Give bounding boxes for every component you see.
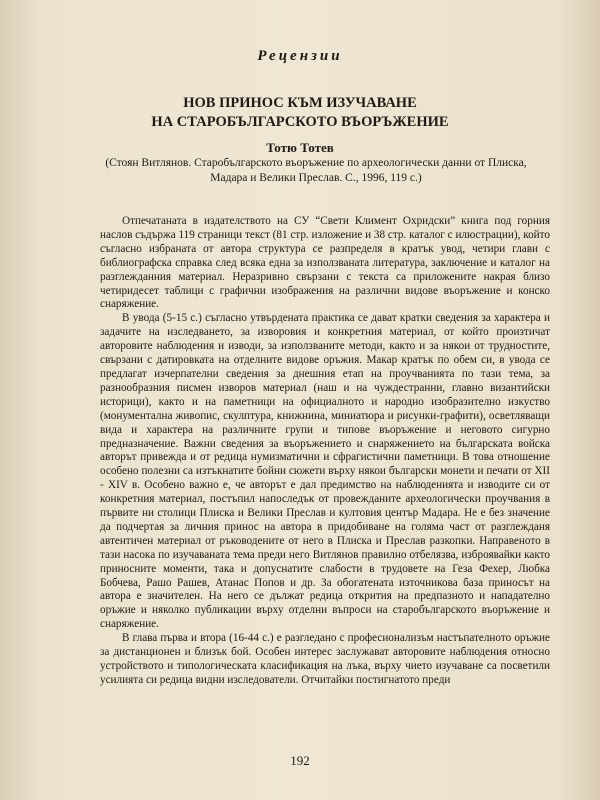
body-paragraph: В увода (5-15 с.) съгласно утвърдената практика се дават кратки сведения за характера и задачите на изследването, за изворовия и конкретния материал, от който произтичат авторовите наблюдения и изводи, за използваните методи, както и за някои от трудностите, свързани с датировката на отделните видове оръжия. Макар кратък по обем си, в увода се предлагат изчерпателни сведения за днешния етап на проучванията по тази тема, за разнообразния писмен изворов материал (наш и на чуждестранни, главно византийски историци), както и на паметници на официалното и народно изобразително изкуство (монументална живопис, скулптура, книжнина, миниатюра и рисунки-графити), осветляващи вида и характера на различните групи и типове въоръжение и неговото сигурно предназначение. Важни сведения за въоръжението и снаряжението на българската войска авторът привежда и от редица нумизматични и сфрагистични паметници. В това отношение особено полезни са изтъкнатите бойни сюжети върху някои български монети и печати от XII - XIV в. Особено важно е, че авторът е дал предимство на наблюденията и изводите си от конкретния материал, постъпил напоследък от провежданите археологически проучвания в първите ни столици Плиска и Велики Преслав и култовия център Мадара. Не е без значение да подчертая за личния принос на автора в придобиване на голяма част от разглежданя автентичен материал от ръководените от него в Плиска и Преслав разкопки. Направеното в тази насока по изучаваната тема преди него Витлянов правилно отбелязва, изброявайки както приносните моменти, така и допуснатите слабости в трудовете на Геза Фехер, Любка Бобчева, Рашо Рашев, Атанас Попов и др. За обогатената източникова база приносът на автора е значителен. На него се дължат редица открития на предпазното и нападателно оръжие и няколко публикации върху отделни въпроси на старобългарското въоръжение и снаряжение. bbox=[100, 312, 550, 631]
body-paragraph: Отпечатаната в издателството на СУ “Свети Климент Охридски” книга под горния наслов съдържа 119 страници текст (81 стр. изложение и 38 стр. каталог с илюстрации), който съгласно избраната от автора структура се разпределя в кратък увод, четири глави с библиографска справка след всяка една за използваната литература, заключение и каталог на разглежданния материал. Неразривно свързани с текста са приложените накрая близо четиридесет таблици с графични изображения на различни видове въоръжение и конско снаряжение. bbox=[100, 215, 550, 311]
reviewed-book-reference: (Стоян Витлянов. Старобългарското въоръжение по археологически данни от Плиска, Мадара и Велики Преслав. С., 1996, 119 с.) bbox=[105, 157, 527, 184]
article-title bbox=[0, 94, 600, 132]
article-body bbox=[100, 215, 550, 688]
article-title-line-2: НА СТАРОБЪЛГАРСКОТО ВЪОРЪЖЕНИЕ bbox=[151, 114, 449, 130]
body-paragraph: В глава първа и втора (16-44 с.) е разгледано с професионализъм настъпателното оръжие за дистанционен и близък бой. Особен интерес заслужават авторовите наблюдения относно устройството и типологическата класификация на лъка, върху чието изучаване са посветили усилията си редица видни изследователи. Отчитайки постигнатото преди bbox=[100, 632, 550, 686]
article-title-line-1: НОВ ПРИНОС КЪМ ИЗУЧАВАНЕ bbox=[183, 95, 417, 111]
section-header: Рецензии bbox=[257, 48, 343, 64]
article-author: Тотю Тотев bbox=[266, 140, 334, 155]
page-number: 192 bbox=[290, 753, 310, 768]
